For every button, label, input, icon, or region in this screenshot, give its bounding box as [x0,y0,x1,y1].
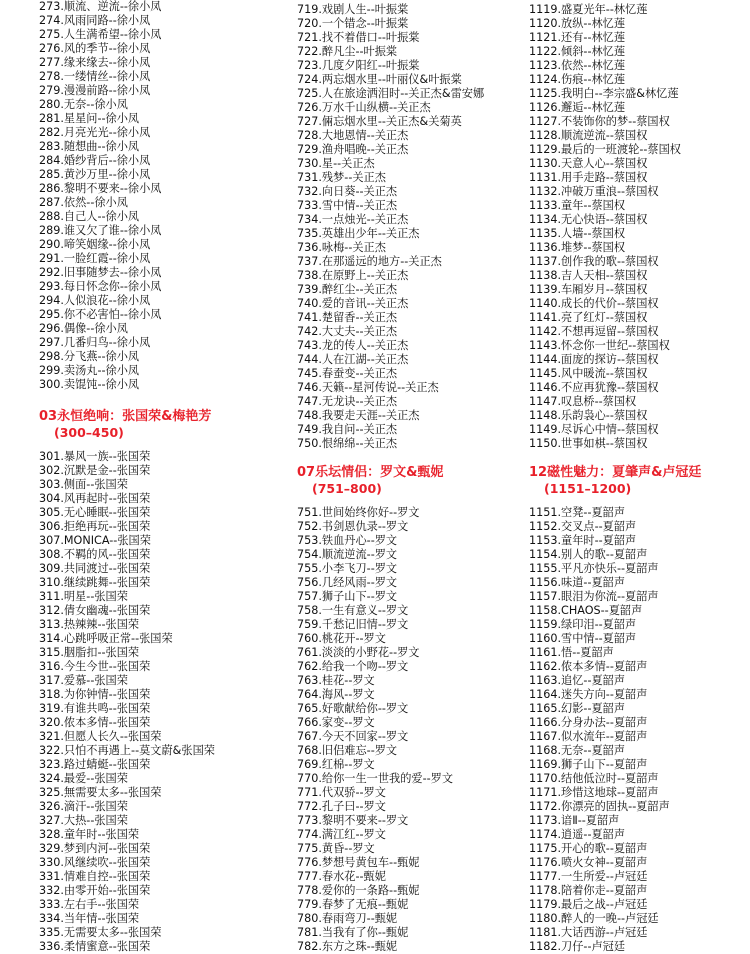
song-line: 1153.童年时--夏韶声 [529,534,637,547]
song-line: 1152.交叉点--夏韶声 [529,520,637,533]
song-line: 763.桂花--罗文 [297,674,375,687]
song-line: 295.你不必害怕--徐小凤 [39,308,162,321]
song-list [529,3,749,451]
song-line: 750.恨绵绵--关正杰 [297,437,398,450]
song-line: 304.风再起时--张国荣 [39,492,151,505]
song-line: 334.当年情--张国荣 [39,912,140,925]
song-line: 281.星星问--徐小凤 [39,112,140,125]
song-line: 1135.人墙--蔡国权 [529,227,626,240]
song-line: 782.东方之珠--甄妮 [297,940,398,953]
song-line: 332.由零开始--张国荣 [39,884,151,897]
song-line: 1180.醉人的一晚--卢冠廷 [529,912,659,925]
section-title: 03永恒绝响：张国荣&梅艳芳 [39,409,212,424]
song-line: 737.在那遥远的地方--关正杰 [297,255,442,268]
song-line: 1171.珍惜这地球--夏韶声 [529,786,659,799]
song-line: 746.天籁--星河传说--关正杰 [297,381,439,394]
song-line: 305.无心睡眠--张国荣 [39,506,151,519]
song-line: 1123.依然--林忆莲 [529,59,626,72]
song-line: 774.满江红--罗文 [297,828,386,841]
song-line: 733.雪中情--关正杰 [297,199,398,212]
song-line: 278.一缕情丝--徐小凤 [39,70,151,83]
song-line: 769.红棉--罗文 [297,758,375,771]
song-line: 1181.大话西游--卢冠廷 [529,926,648,939]
song-line: 1148.乐韵袅心--蔡国权 [529,409,648,422]
song-line: 319.有谁共鸣--张国荣 [39,702,151,715]
song-line: 1175.开心的歌--夏韶声 [529,842,648,855]
song-list [297,506,525,954]
song-line: 1158.CHAOS--夏韶声 [529,604,643,617]
song-line: 1149.尽诉心中情--蔡国权 [529,423,659,436]
song-line: 754.顺流逆流--罗文 [297,548,398,561]
song-list [39,0,279,392]
song-line: 1124.伤痕--林忆莲 [529,73,626,86]
song-line: 277.缘来缘去--徐小凤 [39,56,151,69]
section-range: (1151–1200) [544,481,632,496]
song-list [529,506,749,954]
song-line: 772.孔子曰--罗文 [297,800,386,813]
song-line: 317.爱慕--张国荣 [39,674,128,687]
song-line: 1172.你漂亮的固执--夏韶声 [529,800,670,813]
song-line: 1142.不想再逗留--蔡国权 [529,325,659,338]
song-line: 1121.还有--林忆莲 [529,31,626,44]
song-line: 322.只怕不再遇上--莫文蔚&张国荣 [39,744,215,757]
song-line: 726.万水千山纵横--关正杰 [297,101,431,114]
song-line: 1125.我明白--李宗盛&林忆莲 [529,87,679,100]
song-line: 1162.侬本多情--夏韶声 [529,660,648,673]
song-line: 738.在原野上--关正杰 [297,269,409,282]
song-line: 721.找不着借口--叶振棠 [297,31,420,44]
song-line: 1143.怀念你一世纪--蔡国权 [529,339,670,352]
song-line: 326.滴汗--张国荣 [39,800,128,813]
song-line: 1177.一生所爱--卢冠廷 [529,870,648,883]
song-line: 1174.逍遥--夏韶声 [529,828,626,841]
song-line: 1164.迷失方向--夏韶声 [529,688,648,701]
song-line: 312.倩女幽魂--张国荣 [39,604,151,617]
song-line: 336.柔情蜜意--张国荣 [39,940,151,953]
song-line: 300.卖馄饨--徐小凤 [39,378,140,391]
song-line: 294.人似浪花--徐小凤 [39,294,151,307]
section-heading [297,465,525,497]
song-line: 308.不羁的风--张国荣 [39,548,151,561]
song-line: 280.无奈--徐小凤 [39,98,128,111]
song-line: 730.星--关正杰 [297,157,375,170]
song-line: 1165.幻影--夏韶声 [529,702,626,715]
song-line: 330.风继续吹--张国荣 [39,856,151,869]
song-line: 722.醉凡尘--叶振棠 [297,45,398,58]
song-line: 748.我要走天涯--关正杰 [297,409,420,422]
song-line: 286.黎明不要来--徐小凤 [39,182,162,195]
song-line: 731.残梦--关正杰 [297,171,386,184]
song-line: 742.大丈夫--关正杰 [297,325,398,338]
song-line: 766.家变--罗文 [297,716,375,729]
song-line: 321.但愿人长久--张国荣 [39,730,162,743]
song-line: 279.漫漫前路--徐小凤 [39,84,151,97]
song-line: 290.啼笑姻缘--徐小凤 [39,238,151,251]
song-line: 735.英雄出少年--关正杰 [297,227,420,240]
song-line: 323.路过蜻蜓--张国荣 [39,758,151,771]
song-line: 1144.面庞的探访--蔡国权 [529,353,659,366]
section-heading [39,409,279,441]
song-line: 1166.分身办法--夏韶声 [529,716,648,729]
song-line: 777.春水花--甄妮 [297,870,386,883]
song-line: 767.今天不回家--罗文 [297,730,409,743]
song-line: 762.给我一个吻--罗文 [297,660,409,673]
song-line: 776.梦想号黄包车--甄妮 [297,856,420,869]
song-line: 749.我自问--关正杰 [297,423,398,436]
song-line: 1179.最后之战--卢冠廷 [529,898,648,911]
song-line: 723.几度夕阳红--叶振棠 [297,59,420,72]
song-line: 743.龙的传人--关正杰 [297,339,409,352]
song-line: 310.继续跳舞--张国荣 [39,576,151,589]
song-line: 768.旧侣难忘--罗文 [297,744,398,757]
song-line: 1176.喷火女神--夏韶声 [529,856,648,869]
section-range: (300–450) [54,425,124,440]
song-line: 739.醉红尘--关正杰 [297,283,398,296]
song-line: 770.给你一生一世我的爱--罗文 [297,772,454,785]
song-line: 314.心跳呼吸正常--张国荣 [39,632,173,645]
song-line: 303.侧面--张国荣 [39,478,128,491]
song-line: 755.小李飞刀--罗文 [297,562,398,575]
song-line: 296.偶像--徐小凤 [39,322,128,335]
song-line: 320.侬本多情--张国荣 [39,716,151,729]
song-line: 1169.狮子山下--夏韶声 [529,758,648,771]
song-line: 1130.天意人心--蔡国权 [529,157,648,170]
song-line: 282.月亮光光--徐小凤 [39,126,151,139]
song-line: 275.人生满希望--徐小凤 [39,28,162,41]
song-line: 289.谁又欠了谁--徐小凤 [39,224,162,237]
song-line: 1178.陪着你走--夏韶声 [529,884,648,897]
song-line: 773.黎明不要来--罗文 [297,814,409,827]
song-line: 1126.邂逅--林忆莲 [529,101,626,114]
song-line: 728.大地恩情--关正杰 [297,129,409,142]
song-line: 309.共同渡过--张国荣 [39,562,151,575]
song-line: 1168.无奈--夏韶声 [529,744,626,757]
song-line: 771.代双骄--罗文 [297,786,386,799]
song-line: 288.自己人--徐小凤 [39,210,140,223]
song-line: 1129.最后的一班渡轮--蔡国权 [529,143,681,156]
song-line: 273.顺流、逆流--徐小凤 [39,0,162,13]
song-line: 1146.不应再犹豫--蔡国权 [529,381,659,394]
song-line: 741.楚留香--关正杰 [297,311,398,324]
song-line: 779.春梦了无痕--甄妮 [297,898,409,911]
song-line: 747.无龙诀--关正杰 [297,395,398,408]
song-line: 1120.放纵--林忆莲 [529,17,626,30]
song-line: 1122.倾斜--林忆莲 [529,45,626,58]
song-line: 302.沉默是金--张国荣 [39,464,151,477]
song-line: 329.梦到内河--张国荣 [39,842,151,855]
song-line: 1182.刀仔--卢冠廷 [529,940,626,953]
section-title: 12磁性魅力：夏肇声&卢冠廷 [529,465,702,480]
song-line: 1137.创作我的歌--蔡国权 [529,255,659,268]
song-line: 1154.别人的歌--夏韶声 [529,548,648,561]
song-line: 318.为你钟情--张国荣 [39,688,151,701]
song-line: 759.千愁记旧情--罗文 [297,618,409,631]
section-title: 07乐坛情侣：罗文&甄妮 [297,465,444,480]
song-line: 297.几番归鸟--徐小凤 [39,336,151,349]
song-line: 744.人在江湖--关正杰 [297,353,409,366]
song-line: 316.今生今世--张国荣 [39,660,151,673]
section-range: (751–800) [312,481,382,496]
song-line: 1160.雪中情--夏韶声 [529,632,637,645]
song-line: 1138.吉人天相--蔡国权 [529,269,648,282]
song-line: 760.桃花开--罗文 [297,632,386,645]
song-line: 751.世间始终你好--罗文 [297,506,420,519]
song-line: 1150.世事如棋--蔡国权 [529,437,648,450]
song-line: 734.一点烛光--关正杰 [297,213,409,226]
song-line: 1140.成长的代价--蔡国权 [529,297,659,310]
song-line: 1128.顺流逆流--蔡国权 [529,129,648,142]
song-line: 1145.风中暖流--蔡国权 [529,367,648,380]
song-line: 283.随想曲--徐小凤 [39,140,140,153]
song-line: 1151.空凳--夏韶声 [529,506,626,519]
song-line: 307.MONICA--张国荣 [39,534,151,547]
song-line: 1173.谙Ⅱ--夏韶声 [529,814,620,827]
song-line: 1161.悟--夏韶声 [529,646,614,659]
song-line: 328.童年时--张国荣 [39,828,140,841]
song-line: 732.向日葵--关正杰 [297,185,398,198]
song-line: 1155.平凡亦快乐--夏韶声 [529,562,659,575]
song-line: 292.旧事随梦去--徐小凤 [39,266,162,279]
song-line: 1141.亮了红灯--蔡国权 [529,311,648,324]
song-line: 752.书剑恩仇录--罗文 [297,520,409,533]
song-line: 761.淡淡的小野花--罗文 [297,646,420,659]
song-line: 1157.眼泪为你流--夏韶声 [529,590,659,603]
song-line: 1139.车厢岁月--蔡国权 [529,283,648,296]
song-list [297,3,525,451]
song-line: 1163.追忆--夏韶声 [529,674,626,687]
song-line: 1170.结他低泣时--夏韶声 [529,772,659,785]
song-line: 1147.叹息桥--蔡国权 [529,395,637,408]
song-line: 291.一脸红霞--徐小凤 [39,252,151,265]
song-line: 736.咏梅--关正杰 [297,241,386,254]
song-line: 298.分飞燕--徐小凤 [39,350,140,363]
song-line: 311.明星--张国荣 [39,590,128,603]
song-line: 757.狮子山下--罗文 [297,590,398,603]
song-line: 753.铁血丹心--罗文 [297,534,398,547]
song-line: 313.热辣辣--张国荣 [39,618,140,631]
song-line: 727.倆忘烟水里--关正杰&关菊英 [297,115,462,128]
song-line: 327.大热--张国荣 [39,814,128,827]
song-line: 274.风雨同路--徐小凤 [39,14,151,27]
song-line: 276.风的季节--徐小凤 [39,42,151,55]
song-line: 293.每日怀念你--徐小凤 [39,280,162,293]
song-line: 740.爱的音讯--关正杰 [297,297,409,310]
song-line: 724.两忘烟水里--叶丽仪&叶振棠 [297,73,462,86]
song-line: 764.海风--罗文 [297,688,375,701]
song-line: 725.人在旅途洒泪时--关正杰&雷安娜 [297,87,485,100]
song-line: 1132.冲破万重浪--蔡国权 [529,185,659,198]
song-line: 1159.绿印泪--夏韶声 [529,618,637,631]
song-line: 335.无需要太多--张国荣 [39,926,162,939]
song-line: 324.最爱--张国荣 [39,772,128,785]
song-line: 1133.童年--蔡国权 [529,199,626,212]
song-line: 729.渔舟唱晚--关正杰 [297,143,409,156]
song-line: 1156.味道--夏韶声 [529,576,626,589]
song-line: 781.当我有了你--甄妮 [297,926,409,939]
song-line: 720.一个错念--叶振棠 [297,17,409,30]
song-line: 287.依然--徐小凤 [39,196,128,209]
song-line: 1134.无心快语--蔡国权 [529,213,648,226]
song-line: 1127.不装饰你的梦--蔡国权 [529,115,670,128]
song-line: 1136.堆梦--蔡国权 [529,241,626,254]
song-line: 756.几经风雨--罗文 [297,576,398,589]
song-line: 745.春蚕变--关正杰 [297,367,398,380]
song-line: 780.春雨弯刀--甄妮 [297,912,398,925]
song-line: 1131.用手走路--蔡国权 [529,171,648,184]
song-line: 1167.似水流年--夏韶声 [529,730,648,743]
song-line: 325.無需要太多--张国荣 [39,786,162,799]
song-line: 333.左右手--张国荣 [39,898,140,911]
song-line: 765.好歌献给你--罗文 [297,702,409,715]
song-line: 331.情难自控--张国荣 [39,870,151,883]
song-list [39,450,279,954]
song-line: 284.婚纱背后--徐小凤 [39,154,151,167]
song-line: 775.黄昏--罗文 [297,842,375,855]
song-line: 306.拒绝再玩--张国荣 [39,520,151,533]
song-line: 315.胭脂扣--张国荣 [39,646,140,659]
song-line: 778.爱你的一条路--甄妮 [297,884,420,897]
song-line: 301.暴风一族--张国荣 [39,450,151,463]
song-line: 719.戏剧人生--叶振棠 [297,3,409,16]
song-line: 1119.盛夏光年--林忆莲 [529,3,648,16]
song-line: 758.一生有意义--罗文 [297,604,409,617]
section-heading [529,465,749,497]
song-line: 285.黄沙万里--徐小凤 [39,168,151,181]
song-line: 299.卖汤丸--徐小凤 [39,364,140,377]
